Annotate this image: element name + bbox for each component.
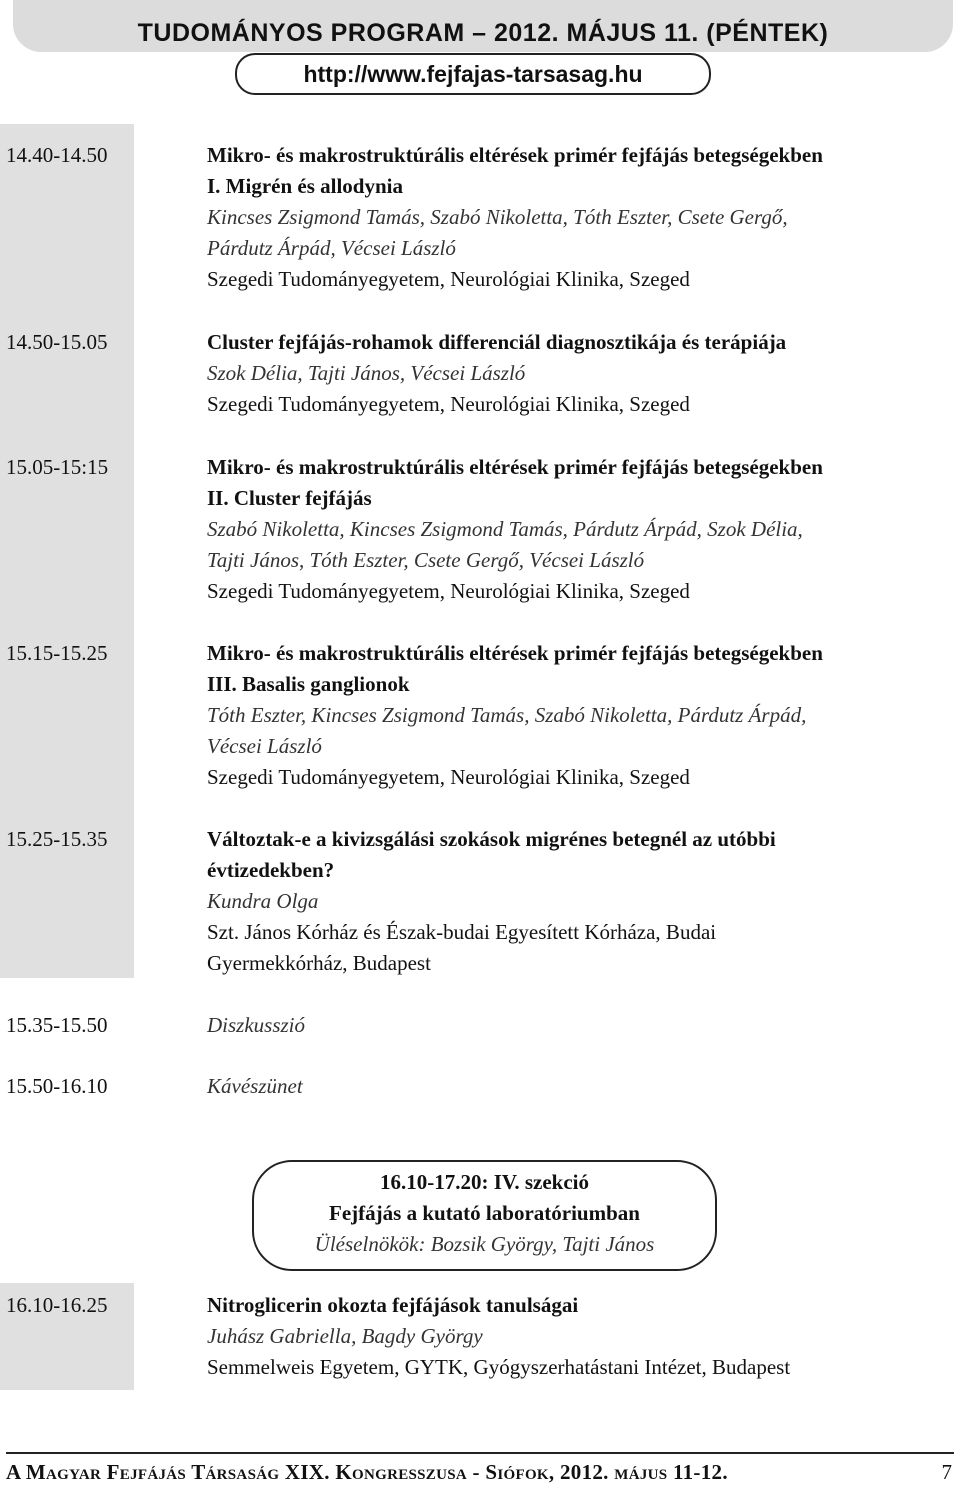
entry-affiliation-line: Semmelweis Egyetem, GYTK, Gyógyszerhatástani Intézet, Budapest: [207, 1355, 791, 1379]
entry-title-line: I. Migrén és allodynia: [207, 174, 404, 198]
entry-body: [207, 452, 957, 607]
entry-body: [207, 824, 957, 979]
entry-authors-line: Szok Délia, Tajti János, Vécsei László: [207, 361, 526, 385]
session-box: [252, 1160, 717, 1271]
entry-body: [207, 1290, 957, 1383]
entry-title-line: III. Basalis ganglionok: [207, 672, 410, 696]
entry-authors-line: Szabó Nikoletta, Kincses Zsigmond Tamás, Párdutz Árpád, Szok Délia,: [207, 517, 803, 541]
entry-time: 14.50-15.05: [6, 330, 108, 354]
entry-authors-line: Vécsei László: [207, 734, 322, 758]
entry-authors-line: Diszkusszió: [207, 1013, 306, 1037]
entry-time: 14.40-14.50: [6, 143, 108, 167]
session-chairs: Üléselnökök: Bozsik György, Tajti János: [314, 1232, 655, 1256]
entry-title-line: Változtak-e a kivizsgálási szokások migrénes betegnél az utóbbi: [207, 827, 776, 851]
entry-body: [207, 1071, 957, 1102]
entry-affiliation-line: Szt. János Kórház és Észak-budai Egyesített Kórháza, Budai: [207, 920, 717, 944]
entry-title-line: Mikro- és makrostruktúrális eltérések primér fejfájás betegségekben: [207, 143, 823, 167]
entry-authors-line: Tóth Eszter, Kincses Zsigmond Tamás, Szabó Nikoletta, Párdutz Árpád,: [207, 703, 807, 727]
entry-body: [207, 638, 957, 793]
entry-authors-line: Kincses Zsigmond Tamás, Szabó Nikoletta, Tóth Eszter, Csete Gergő,: [207, 205, 788, 229]
entry-time: 15.25-15.35: [6, 827, 108, 851]
footer-divider: [6, 1452, 954, 1454]
entry-title-line: Mikro- és makrostruktúrális eltérések primér fejfájás betegségekben: [207, 641, 823, 665]
entry-affiliation-line: Szegedi Tudományegyetem, Neurológiai Klinika, Szeged: [207, 392, 690, 416]
entry-affiliation-line: Szegedi Tudományegyetem, Neurológiai Klinika, Szeged: [207, 765, 690, 789]
entry-title-line: Mikro- és makrostruktúrális eltérések primér fejfájás betegségekben: [207, 455, 823, 479]
entry-body: [207, 1010, 957, 1041]
entry-title-line: Nitroglicerin okozta fejfájások tanulságai: [207, 1293, 579, 1317]
footer-text: A Magyar Fejfájás Társaság XIX. Kongresszusa - Siófok, 2012. május 11-12.: [6, 1460, 728, 1484]
entry-affiliation-line: Szegedi Tudományegyetem, Neurológiai Klinika, Szeged: [207, 579, 690, 603]
entry-title-line: évtizedekben?: [207, 858, 335, 882]
entry-affiliation-line: Szegedi Tudományegyetem, Neurológiai Klinika, Szeged: [207, 267, 690, 291]
website-url[interactable]: http://www.fejfajas-tarsasag.hu: [235, 53, 711, 95]
entry-authors-line: Kundra Olga: [207, 889, 319, 913]
entry-body: [207, 327, 957, 420]
entry-time: 15.05-15:15: [6, 455, 109, 479]
entry-time: 15.35-15.50: [6, 1013, 108, 1037]
session-name: Fejfájás a kutató laboratóriumban: [329, 1201, 640, 1225]
entry-time: 16.10-16.25: [6, 1293, 108, 1317]
entry-authors-line: Juhász Gabriella, Bagdy György: [207, 1324, 483, 1348]
page-number: 7: [941, 1460, 952, 1484]
entry-title-line: Cluster fejfájás-rohamok differenciál diagnosztikája és terápiája: [207, 330, 787, 354]
entry-time: 15.50-16.10: [6, 1074, 108, 1098]
entry-body: [207, 140, 957, 295]
page-title: TUDOMÁNYOS PROGRAM – 2012. MÁJUS 11. (PÉNTEK): [137, 19, 829, 47]
entry-authors-line: Párdutz Árpád, Vécsei László: [207, 236, 456, 260]
entry-authors-line: Kávészünet: [207, 1074, 303, 1098]
entry-affiliation-line: Gyermekkórház, Budapest: [207, 951, 431, 975]
entry-time: 15.15-15.25: [6, 641, 108, 665]
session-time: 16.10-17.20: IV. szekció: [379, 1170, 589, 1194]
entry-authors-line: Tajti János, Tóth Eszter, Csete Gergő, Vécsei László: [207, 548, 645, 572]
entry-title-line: II. Cluster fejfájás: [207, 486, 372, 510]
